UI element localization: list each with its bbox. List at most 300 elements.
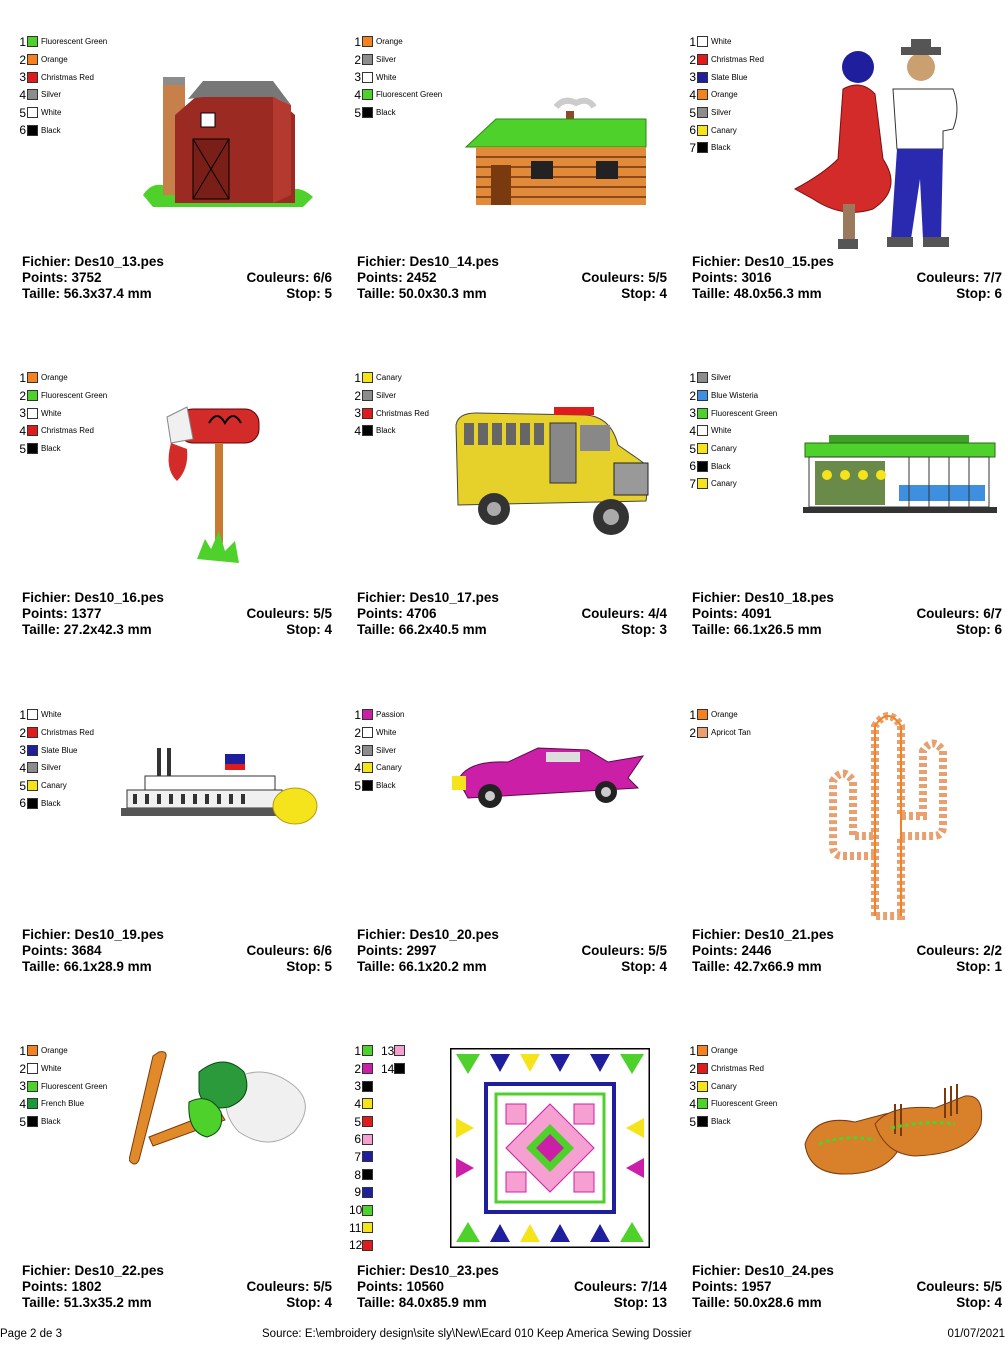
thread-color-item xyxy=(349,51,442,69)
color-swatch xyxy=(362,1205,373,1216)
thread-number: 6 xyxy=(19,123,26,138)
thread-color-name: Silver xyxy=(711,108,732,118)
thread-number: 4 xyxy=(19,423,26,438)
color-swatch xyxy=(697,142,708,153)
color-swatch xyxy=(362,1151,373,1162)
design-info xyxy=(692,254,1002,302)
thread-color-name: White xyxy=(41,710,62,720)
thread-color-name: Christmas Red xyxy=(41,426,94,436)
color-swatch xyxy=(697,727,708,738)
design-card xyxy=(346,1022,666,1342)
size-label: Taille: xyxy=(692,286,731,301)
stop-label: Stop: xyxy=(956,286,991,301)
stop-label: Stop: xyxy=(956,959,991,974)
thread-color-item xyxy=(684,104,764,122)
thread-color-list xyxy=(684,369,777,493)
size-value: 50.0x30.3 mm xyxy=(398,286,487,301)
thread-number: 5 xyxy=(19,441,26,456)
color-swatch xyxy=(27,798,38,809)
size-label: Taille: xyxy=(22,622,61,637)
thread-color-name: Black xyxy=(711,461,731,471)
thread-number: 4 xyxy=(354,1096,361,1111)
thread-color-name: Silver xyxy=(41,763,62,773)
colors-value: 5/5 xyxy=(313,606,332,621)
design-info xyxy=(357,1263,667,1311)
thread-color-name: Christmas Red xyxy=(711,55,764,65)
size-value: 66.1x28.9 mm xyxy=(63,959,152,974)
color-swatch xyxy=(27,780,38,791)
thread-number: 1 xyxy=(19,370,26,385)
thread-color-list xyxy=(349,369,429,440)
thread-color-item xyxy=(349,706,404,724)
car-embroidery-image xyxy=(448,738,658,823)
thread-number: 5 xyxy=(19,778,26,793)
thread-color-list xyxy=(684,706,751,741)
cable-car-embroidery-image xyxy=(799,435,999,530)
thread-color-name: Blue Wisteria xyxy=(711,391,759,401)
color-swatch xyxy=(697,1063,708,1074)
frying-pan-embroidery-image xyxy=(129,1042,319,1177)
color-swatch xyxy=(394,1045,405,1056)
design-info xyxy=(357,254,667,302)
thread-color-name: Black xyxy=(41,444,61,454)
thread-number: 2 xyxy=(354,52,361,67)
thread-color-name: Canary xyxy=(711,444,737,454)
thread-color-name: White xyxy=(711,37,732,47)
thread-color-item xyxy=(14,1077,107,1095)
color-swatch xyxy=(362,745,373,756)
thread-color-name: Fluorescent Green xyxy=(376,90,443,100)
design-card xyxy=(11,686,331,1006)
size-value: 66.1x26.5 mm xyxy=(733,622,822,637)
color-swatch xyxy=(697,372,708,383)
stop-value: 4 xyxy=(659,959,667,974)
thread-color-item xyxy=(684,706,751,724)
color-swatch xyxy=(394,1063,405,1074)
size-value: 50.0x28.6 mm xyxy=(733,1295,822,1310)
cactus-embroidery-image xyxy=(813,706,963,926)
thread-color-item xyxy=(14,68,107,86)
thread-number: 6 xyxy=(354,1132,361,1147)
thread-number: 1 xyxy=(354,707,361,722)
thread-color-item xyxy=(684,1042,777,1060)
thread-color-item xyxy=(14,1095,107,1113)
thread-color-item xyxy=(349,1130,381,1148)
color-swatch xyxy=(362,54,373,65)
colors-label: Couleurs: xyxy=(916,1279,980,1294)
thread-number: 3 xyxy=(19,70,26,85)
points-value: 4706 xyxy=(406,606,437,621)
thread-number: 2 xyxy=(19,725,26,740)
color-swatch xyxy=(362,762,373,773)
colors-label: Couleurs: xyxy=(916,943,980,958)
size-value: 66.1x20.2 mm xyxy=(398,959,487,974)
stop-label: Stop: xyxy=(621,622,656,637)
points-value: 2997 xyxy=(406,943,437,958)
thread-number: 6 xyxy=(689,459,696,474)
color-swatch xyxy=(362,425,373,436)
thread-color-item xyxy=(14,724,94,742)
colors-label: Couleurs: xyxy=(581,270,645,285)
thread-color-item xyxy=(349,724,404,742)
thread-color-name: Black xyxy=(41,1117,61,1127)
thread-color-name: White xyxy=(376,72,397,82)
design-info xyxy=(692,590,1002,638)
color-swatch xyxy=(697,107,708,118)
points-label: Points: xyxy=(22,943,68,958)
page-number: Page 2 de 3 xyxy=(0,1328,63,1340)
color-swatch xyxy=(27,425,38,436)
color-swatch xyxy=(362,727,373,738)
thread-number: 1 xyxy=(354,370,361,385)
design-info xyxy=(692,927,1002,975)
thread-color-name: Black xyxy=(376,426,396,436)
thread-number: 2 xyxy=(354,388,361,403)
thread-number: 2 xyxy=(689,725,696,740)
thread-color-item xyxy=(349,741,404,759)
thread-color-list xyxy=(14,369,107,457)
thread-number: 1 xyxy=(689,1043,696,1058)
thread-color-item xyxy=(14,759,94,777)
thread-color-item xyxy=(684,1077,777,1095)
colors-label: Couleurs: xyxy=(916,270,980,285)
thread-color-item xyxy=(349,68,442,86)
stop-label: Stop: xyxy=(956,1295,991,1310)
color-swatch xyxy=(27,727,38,738)
thread-color-name: Orange xyxy=(41,1046,68,1056)
thread-number: 2 xyxy=(689,52,696,67)
stop-value: 1 xyxy=(994,959,1002,974)
stop-value: 13 xyxy=(651,1295,667,1310)
color-swatch xyxy=(27,1045,38,1056)
colors-value: 5/5 xyxy=(648,943,667,958)
thread-color-item xyxy=(14,51,107,69)
stop-label: Stop: xyxy=(286,286,321,301)
thread-number: 1 xyxy=(689,707,696,722)
design-card xyxy=(346,349,666,669)
school-bus-embroidery-image xyxy=(446,405,656,550)
color-swatch xyxy=(362,89,373,100)
thread-color-item xyxy=(349,86,442,104)
file-name: Des10_19.pes xyxy=(74,927,164,942)
thread-color-name: Silver xyxy=(376,745,397,755)
design-info xyxy=(357,927,667,975)
points-label: Points: xyxy=(357,1279,403,1294)
thread-color-list xyxy=(349,1042,413,1254)
steamboat-embroidery-image xyxy=(115,740,325,845)
color-swatch xyxy=(27,1081,38,1092)
file-label: Fichier: xyxy=(22,1263,71,1278)
thread-color-list xyxy=(349,33,442,121)
thread-color-name: Fluorescent Green xyxy=(41,1081,108,1091)
thread-number: 1 xyxy=(689,370,696,385)
thread-number: 3 xyxy=(354,406,361,421)
thread-color-item xyxy=(684,86,764,104)
color-swatch xyxy=(697,425,708,436)
color-swatch xyxy=(27,745,38,756)
thread-color-item xyxy=(684,51,764,69)
thread-number: 4 xyxy=(19,760,26,775)
thread-number: 4 xyxy=(354,87,361,102)
stop-label: Stop: xyxy=(956,622,991,637)
quilt-block-embroidery-image xyxy=(450,1048,650,1253)
thread-number: 5 xyxy=(354,105,361,120)
stop-value: 5 xyxy=(324,959,332,974)
color-swatch xyxy=(362,1081,373,1092)
colors-value: 7/14 xyxy=(640,1279,667,1294)
thread-color-item xyxy=(349,1060,381,1078)
stop-value: 5 xyxy=(324,286,332,301)
colors-value: 2/2 xyxy=(983,943,1002,958)
points-label: Points: xyxy=(357,943,403,958)
stop-label: Stop: xyxy=(286,959,321,974)
thread-color-name: Black xyxy=(376,781,396,791)
color-swatch xyxy=(697,89,708,100)
points-label: Points: xyxy=(357,606,403,621)
thread-number: 10 xyxy=(349,1203,363,1218)
thread-color-item xyxy=(349,1095,381,1113)
points-value: 4091 xyxy=(741,606,772,621)
moccasins-embroidery-image xyxy=(795,1074,985,1189)
color-swatch xyxy=(362,780,373,791)
colors-value: 7/7 xyxy=(983,270,1002,285)
thread-color-name: Canary xyxy=(376,373,402,383)
thread-color-name: Fluorescent Green xyxy=(711,408,778,418)
stop-value: 6 xyxy=(994,622,1002,637)
thread-color-item xyxy=(14,1042,107,1060)
color-swatch xyxy=(697,1116,708,1127)
thread-color-item xyxy=(349,104,442,122)
color-swatch xyxy=(697,125,708,136)
thread-color-name: Fluorescent Green xyxy=(41,37,108,47)
design-info xyxy=(22,927,332,975)
file-name: Des10_20.pes xyxy=(409,927,499,942)
thread-number: 2 xyxy=(19,1061,26,1076)
thread-color-item xyxy=(349,1184,381,1202)
thread-color-name: Orange xyxy=(711,710,738,720)
size-value: 84.0x85.9 mm xyxy=(398,1295,487,1310)
thread-number: 5 xyxy=(19,105,26,120)
thread-number: 4 xyxy=(354,423,361,438)
thread-number: 6 xyxy=(689,123,696,138)
thread-color-item xyxy=(684,1095,777,1113)
thread-color-name: White xyxy=(711,426,732,436)
thread-number: 5 xyxy=(19,1114,26,1129)
thread-number: 1 xyxy=(689,34,696,49)
color-swatch xyxy=(362,709,373,720)
dancers-embroidery-image xyxy=(783,39,973,264)
design-card xyxy=(346,686,666,1006)
thread-color-name: Christmas Red xyxy=(41,72,94,82)
file-name: Des10_13.pes xyxy=(74,254,164,269)
color-swatch xyxy=(362,1063,373,1074)
print-date: 01/07/2021 xyxy=(947,1328,1005,1340)
points-label: Points: xyxy=(357,270,403,285)
color-swatch xyxy=(27,1098,38,1109)
thread-color-name: Canary xyxy=(711,1081,737,1091)
color-swatch xyxy=(362,1169,373,1180)
size-value: 27.2x42.3 mm xyxy=(63,622,152,637)
thread-color-item xyxy=(14,104,107,122)
size-value: 48.0x56.3 mm xyxy=(733,286,822,301)
thread-color-name: Orange xyxy=(376,37,403,47)
file-label: Fichier: xyxy=(357,927,406,942)
thread-number: 3 xyxy=(689,70,696,85)
thread-color-list xyxy=(684,33,764,157)
thread-number: 2 xyxy=(19,52,26,67)
thread-color-item xyxy=(14,706,94,724)
stop-value: 4 xyxy=(994,1295,1002,1310)
color-swatch xyxy=(697,709,708,720)
thread-color-name: Orange xyxy=(711,1046,738,1056)
colors-value: 5/5 xyxy=(648,270,667,285)
colors-value: 4/4 xyxy=(648,606,667,621)
thread-number: 4 xyxy=(689,1096,696,1111)
thread-color-item xyxy=(381,1042,413,1060)
thread-color-name: White xyxy=(41,1064,62,1074)
points-label: Points: xyxy=(22,606,68,621)
file-label: Fichier: xyxy=(357,1263,406,1278)
thread-color-name: White xyxy=(376,728,397,738)
colors-label: Couleurs: xyxy=(246,1279,310,1294)
color-swatch xyxy=(697,72,708,83)
colors-label: Couleurs: xyxy=(573,1279,637,1294)
thread-color-item xyxy=(14,1113,107,1131)
color-swatch xyxy=(362,390,373,401)
thread-color-item xyxy=(684,1113,777,1131)
stop-value: 4 xyxy=(324,622,332,637)
thread-color-item xyxy=(349,1113,381,1131)
thread-color-name: Canary xyxy=(41,781,67,791)
color-swatch xyxy=(697,461,708,472)
thread-color-item xyxy=(14,369,107,387)
points-value: 10560 xyxy=(406,1279,445,1294)
color-swatch xyxy=(27,54,38,65)
thread-number: 3 xyxy=(354,70,361,85)
colors-label: Couleurs: xyxy=(581,943,645,958)
file-label: Fichier: xyxy=(22,254,71,269)
stop-value: 4 xyxy=(659,286,667,301)
thread-color-item xyxy=(684,724,751,742)
colors-value: 5/5 xyxy=(313,1279,332,1294)
thread-number: 1 xyxy=(19,34,26,49)
design-info xyxy=(22,590,332,638)
thread-color-name: Silver xyxy=(41,90,62,100)
color-swatch xyxy=(362,1045,373,1056)
thread-number: 8 xyxy=(354,1167,361,1182)
thread-color-name: Christmas Red xyxy=(376,408,429,418)
thread-color-name: Black xyxy=(41,798,61,808)
file-label: Fichier: xyxy=(357,254,406,269)
color-swatch xyxy=(362,36,373,47)
design-card xyxy=(11,349,331,669)
stop-value: 3 xyxy=(659,622,667,637)
file-label: Fichier: xyxy=(692,927,741,942)
color-swatch xyxy=(697,54,708,65)
thread-color-name: Orange xyxy=(41,373,68,383)
thread-number: 3 xyxy=(354,1079,361,1094)
size-label: Taille: xyxy=(357,622,396,637)
color-swatch xyxy=(697,408,708,419)
color-swatch xyxy=(27,1063,38,1074)
size-label: Taille: xyxy=(22,286,61,301)
thread-color-item xyxy=(349,1166,381,1184)
stop-label: Stop: xyxy=(621,959,656,974)
design-info xyxy=(692,1263,1002,1311)
colors-label: Couleurs: xyxy=(246,943,310,958)
file-name: Des10_17.pes xyxy=(409,590,499,605)
thread-number: 1 xyxy=(19,707,26,722)
thread-number: 7 xyxy=(354,1149,361,1164)
points-value: 1957 xyxy=(741,1279,772,1294)
thread-color-item xyxy=(684,404,777,422)
thread-color-item xyxy=(349,1219,381,1237)
thread-color-item xyxy=(684,121,764,139)
thread-color-name: Christmas Red xyxy=(711,1064,764,1074)
thread-number: 12 xyxy=(349,1238,363,1253)
points-label: Points: xyxy=(692,1279,738,1294)
size-value: 42.7x66.9 mm xyxy=(733,959,822,974)
thread-number: 5 xyxy=(354,1114,361,1129)
color-swatch xyxy=(697,1098,708,1109)
thread-color-name: Passion xyxy=(376,710,405,720)
colors-label: Couleurs: xyxy=(246,606,310,621)
points-value: 3016 xyxy=(741,270,772,285)
thread-number: 4 xyxy=(689,423,696,438)
thread-number: 2 xyxy=(354,725,361,740)
barn-embroidery-image xyxy=(123,75,323,240)
size-label: Taille: xyxy=(22,959,61,974)
color-swatch xyxy=(362,408,373,419)
thread-number: 1 xyxy=(354,34,361,49)
thread-number: 11 xyxy=(349,1220,362,1235)
thread-color-item xyxy=(381,1060,413,1078)
thread-color-name: Black xyxy=(376,108,396,118)
color-swatch xyxy=(27,72,38,83)
file-name: Des10_22.pes xyxy=(74,1263,164,1278)
color-swatch xyxy=(27,408,38,419)
thread-color-name: Fluorescent Green xyxy=(41,391,108,401)
thread-color-item xyxy=(684,139,764,157)
thread-color-item xyxy=(14,794,94,812)
color-swatch xyxy=(697,36,708,47)
design-card xyxy=(681,686,1001,1006)
size-label: Taille: xyxy=(692,1295,731,1310)
thread-number: 4 xyxy=(19,87,26,102)
thread-color-name: Canary xyxy=(376,763,402,773)
thread-number: 7 xyxy=(689,476,696,491)
colors-value: 5/5 xyxy=(983,1279,1002,1294)
thread-color-item xyxy=(14,33,107,51)
color-swatch xyxy=(362,107,373,118)
thread-number: 3 xyxy=(354,743,361,758)
thread-color-item xyxy=(349,33,442,51)
color-swatch xyxy=(697,1081,708,1092)
thread-color-item xyxy=(684,475,777,493)
color-swatch xyxy=(27,1116,38,1127)
thread-color-item xyxy=(684,33,764,51)
size-value: 66.2x40.5 mm xyxy=(398,622,487,637)
thread-color-item xyxy=(349,1148,381,1166)
file-name: Des10_24.pes xyxy=(744,1263,834,1278)
color-swatch xyxy=(27,709,38,720)
color-swatch xyxy=(362,1240,373,1251)
thread-color-item xyxy=(14,86,107,104)
points-value: 2446 xyxy=(741,943,772,958)
thread-color-name: Canary xyxy=(711,479,737,489)
design-card xyxy=(681,1022,1001,1342)
points-value: 2452 xyxy=(406,270,437,285)
